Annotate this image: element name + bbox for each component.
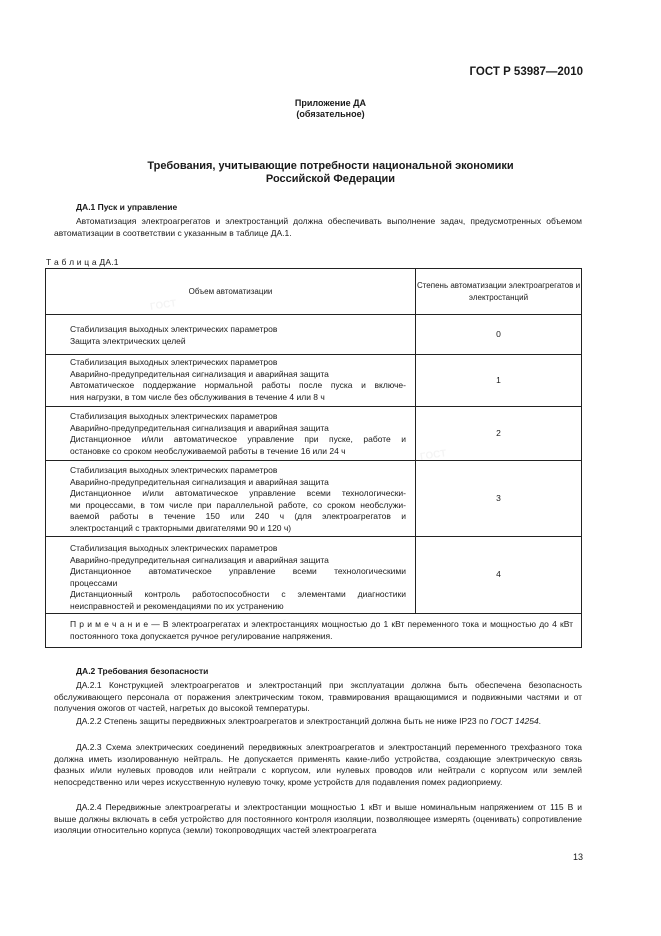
paragraph-text: ДА.2.2 Степень защиты передвижных электроагрегатов и электростанций должна быть не ниже IP23 по [76, 716, 491, 726]
automation-degree: 2 [496, 427, 501, 438]
title-line-2: Российской Федерации [265, 173, 396, 185]
section-2-heading: ДА.2 Требования безопасности [76, 666, 209, 676]
row-line: неисправностей и рекомендациями по их устранению [70, 600, 284, 611]
row-line: Дистанционное и/или автоматическое управление при пуске, работе и [70, 434, 406, 444]
annex-heading [0, 98, 661, 120]
page-number: 13 [572, 852, 583, 862]
table-row [46, 537, 581, 614]
table-row [46, 407, 581, 461]
paragraph-da-2-4: ДА.2.4 Передвижные электроагрегаты и электростанции мощностью 1 кВт и выше номинальным напряжением от 115 В и выше должны включать в себя устройство для постоянного контроля изоляции, позволяющее измерять (оценивать) сопротивление изоляции относительно корпуса (земли) токопроводящих частей электроагрегата [54, 802, 582, 835]
automation-degree: 4 [496, 569, 501, 580]
column-header-degree: Степень автоматизации электроагрегатов и электростанций [416, 281, 581, 302]
row-line: Стабилизация выходных электрических параметров [70, 465, 278, 475]
column-header-scope: Объем автоматизации [46, 269, 416, 314]
row-line: Стабилизация выходных электрических параметров [70, 357, 278, 367]
table-header-row [46, 269, 581, 315]
paragraph-da-2-2 [54, 716, 582, 728]
automation-degree: 3 [496, 492, 501, 503]
row-line: Дистанционное и/или автоматическое управление всеми технологически- [70, 488, 406, 498]
row-line: электростанций с тракторными двигателями 90 и 120 ч) [70, 522, 292, 533]
standard-number: ГОСТ Р 53987—2010 [469, 66, 583, 78]
table-note: П р и м е ч а н и е — В электроагрегатах и электростанциях мощностью до 1 кВт переменного тока и мощностью до 4 кВт постоянного тока допускается ручное регулирование напряжения. [70, 619, 573, 641]
row-line: Аварийно-предупредительная сигнализация и аварийная защита [70, 368, 329, 379]
paragraph-da-2-1: ДА.2.1 Конструкцией электроагрегатов и электростанций при эксплуатации должна быть обеспечена безопасность обслуживающего персонала от поражения электрическим током, травмирования вращающимися и подвижными частями и от получения ожогов от частей, нагретых до высокой температуры. [54, 680, 582, 713]
table-row [46, 461, 581, 537]
row-line: ми процессами, в том числе при параллельной работе, со сроком необслужи- [70, 499, 406, 510]
annex-status: (обязательное) [296, 109, 365, 119]
row-line: Стабилизация выходных электрических параметров [70, 543, 278, 553]
row-line: ния нагрузки, в том числе без обслуживания в течение 4 или 8 ч [70, 391, 325, 402]
row-line: процессами [70, 577, 118, 588]
row-line: Аварийно-предупредительная сигнализация и аварийная защита [70, 422, 329, 433]
table-row [46, 315, 581, 355]
row-line: остановке со сроком необслуживаемой работы в течение 16 или 24 ч [70, 445, 346, 456]
automation-degree: 0 [496, 328, 501, 339]
paragraph-da-2-3: ДА.2.3 Схема электрических соединений передвижных электроагрегатов и электростанций переменного трехфазного тока должна иметь изолированную нейтраль. Не допускается применять какие-либо устройства, создающие электрическую связь фазных и/или нулевых проводов или нейтрали с корпусом, или нулевых проводов или нейтрали с корпусом или землей непосредственно или через искусственную нулевую точку, кроме устройств для подавления помех радиоприему. [54, 742, 582, 787]
section-1-text: Автоматизация электроагрегатов и электростанций должна обеспечивать выполнение задач, предусмотренных объемом автоматизации в соответствии с указанным в таблице ДА.1. [54, 216, 582, 238]
title-line-1: Требования, учитывающие потребности национальной экономики [147, 160, 514, 172]
row-line: Автоматическое поддержание нормальной работы после пуска и включе- [70, 380, 406, 390]
row-line: Аварийно-предупредительная сигнализация и аварийная защита [70, 476, 329, 487]
row-line: Дистанционное автоматическое управление всеми технологическими [70, 566, 406, 576]
row-line: Защита электрических целей [70, 335, 186, 346]
row-line: Дистанционный контроль работоспособности с элементами диагностики [70, 589, 406, 599]
row-line: ваемой работы в течение 150 или 240 ч (для электроагрегатов и [70, 511, 406, 521]
section-1-heading: ДА.1 Пуск и управление [76, 202, 178, 212]
annex-title: Приложение ДА [294, 98, 367, 108]
page-title [0, 160, 661, 186]
automation-degree: 1 [496, 374, 501, 385]
paragraph-end: . [538, 716, 542, 726]
row-line: Стабилизация выходных электрических параметров [70, 324, 278, 334]
gost-reference-link: ГОСТ 14254 [490, 716, 539, 726]
table-caption: Т а б л и ц а ДА.1 [46, 257, 119, 267]
row-line: Стабилизация выходных электрических параметров [70, 411, 278, 421]
automation-table [45, 268, 582, 648]
table-row [46, 355, 581, 407]
row-line: Аварийно-предупредительная сигнализация и аварийная защита [70, 554, 329, 565]
